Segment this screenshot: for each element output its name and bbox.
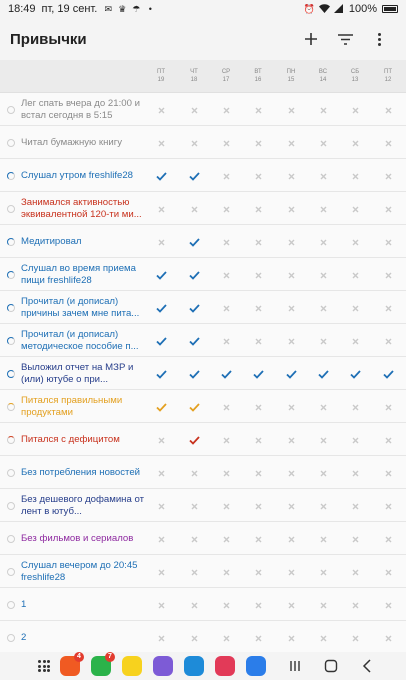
cross-icon[interactable] (242, 102, 274, 118)
back-icon (362, 659, 372, 673)
habit-row[interactable] (0, 291, 406, 324)
cross-icon[interactable] (275, 234, 307, 250)
voice-assistant-icon[interactable] (184, 656, 204, 676)
cross-icon[interactable] (210, 135, 242, 151)
cross-icon[interactable] (275, 102, 307, 118)
status-date: пт, 19 сент. (41, 3, 98, 15)
cross-icon[interactable] (210, 630, 242, 646)
cross-icon[interactable] (275, 201, 307, 217)
cross-icon[interactable] (339, 564, 371, 580)
habit-name-text: Без потребления новостей (21, 467, 141, 478)
check-icon[interactable] (178, 234, 210, 250)
cross-icon[interactable] (145, 432, 177, 448)
habit-name-text: Без дешевого дофамина от лент в ютуб... (21, 494, 144, 517)
recents-icon (289, 660, 301, 672)
habit-name[interactable] (21, 130, 145, 156)
cross-icon[interactable] (339, 597, 371, 613)
check-icon[interactable] (145, 168, 177, 184)
habit-name[interactable] (21, 526, 145, 552)
cross-icon[interactable] (339, 267, 371, 283)
cross-icon[interactable] (339, 333, 371, 349)
day-number: 14 (319, 77, 327, 83)
check-icon[interactable] (372, 366, 404, 382)
habit-name-text: Слушал вечером до 20:45 freshlife28 (21, 560, 138, 583)
cross-icon[interactable] (242, 201, 274, 217)
cross-icon[interactable] (210, 300, 242, 316)
plus-icon (304, 32, 318, 46)
cross-icon[interactable] (242, 597, 274, 613)
day-header (307, 68, 339, 84)
navigation-bar (0, 652, 406, 680)
habit-name-text: Прочитал (и дописал) причины зачем мне пита... (21, 296, 140, 319)
day-number: 18 (190, 77, 198, 83)
days-header (0, 60, 406, 93)
cross-icon[interactable] (210, 498, 242, 514)
habit-score-ring-icon (7, 634, 15, 642)
add-habit-button[interactable] (294, 22, 328, 56)
cross-icon[interactable] (178, 630, 210, 646)
habit-row[interactable] (0, 159, 406, 192)
cross-icon[interactable] (145, 234, 177, 250)
habit-row[interactable] (0, 324, 406, 357)
cross-icon[interactable] (275, 597, 307, 613)
cross-icon[interactable] (307, 102, 339, 118)
cross-icon[interactable] (275, 267, 307, 283)
home-icon (324, 659, 338, 673)
check-icon[interactable] (178, 300, 210, 316)
cross-icon[interactable] (178, 465, 210, 481)
cross-icon[interactable] (210, 267, 242, 283)
habit-name[interactable] (21, 163, 145, 189)
cross-icon[interactable] (210, 234, 242, 250)
cross-icon[interactable] (339, 300, 371, 316)
notification-badge: 7 (105, 652, 115, 662)
habit-name[interactable] (21, 328, 145, 354)
cross-icon[interactable] (242, 333, 274, 349)
cross-icon[interactable] (372, 564, 404, 580)
check-icon[interactable] (145, 399, 177, 415)
cross-icon[interactable] (307, 597, 339, 613)
filter-icon (338, 34, 353, 45)
cross-icon[interactable] (145, 630, 177, 646)
cross-icon[interactable] (372, 168, 404, 184)
phone-app-icon[interactable] (91, 653, 112, 676)
cross-icon[interactable] (210, 564, 242, 580)
habit-name-text: Питался правильными продуктами (21, 395, 123, 418)
cross-icon[interactable] (275, 531, 307, 547)
cross-icon[interactable] (145, 201, 177, 217)
more-vert-icon (378, 33, 381, 46)
cross-icon[interactable] (372, 630, 404, 646)
day-number: 13 (351, 77, 359, 83)
habit-row[interactable] (0, 588, 406, 621)
battery-percent: 100% (348, 3, 377, 15)
habit-name[interactable] (21, 196, 145, 222)
viber-app-icon[interactable] (153, 656, 173, 676)
habit-score-ring-icon (7, 370, 15, 378)
habit-name-text: Читал бумажную книгу (21, 137, 123, 148)
cross-icon[interactable] (242, 135, 274, 151)
cross-icon[interactable] (275, 630, 307, 646)
habit-name-text: Питался с дефицитом (21, 434, 120, 445)
habit-row[interactable] (0, 390, 406, 423)
habit-score-ring-icon (7, 238, 15, 246)
habit-name-text: Лег спать вчера до 21:00 и встал сегодня в 5:15 (21, 98, 140, 121)
habit-score-ring-icon (7, 601, 15, 609)
cross-icon[interactable] (307, 432, 339, 448)
day-header (145, 68, 177, 84)
back-button[interactable] (349, 654, 385, 678)
cross-icon[interactable] (210, 597, 242, 613)
cross-icon[interactable] (307, 498, 339, 514)
cross-icon[interactable] (210, 531, 242, 547)
crown-icon: ♛ (118, 4, 127, 14)
habit-row[interactable] (0, 258, 406, 291)
cross-icon[interactable] (145, 135, 177, 151)
habit-name[interactable] (21, 427, 145, 453)
cross-icon[interactable] (307, 333, 339, 349)
day-of-week: СБ (350, 69, 360, 75)
habit-name-text: 2 (21, 632, 27, 643)
cross-icon[interactable] (242, 432, 274, 448)
habit-score-ring-icon (7, 535, 15, 543)
habit-row[interactable] (0, 555, 406, 588)
habit-score-ring-icon (7, 172, 15, 180)
habit-name-text: Прочитал (и дописал) методическое пособие п... (21, 329, 139, 352)
day-of-week: ВТ (254, 69, 262, 75)
day-of-week: ВС (318, 69, 328, 75)
cross-icon[interactable] (339, 135, 371, 151)
cross-icon[interactable] (275, 300, 307, 316)
cross-icon[interactable] (242, 399, 274, 415)
cross-icon[interactable] (178, 564, 210, 580)
cross-icon[interactable] (307, 300, 339, 316)
cross-icon[interactable] (307, 564, 339, 580)
cross-icon[interactable] (242, 498, 274, 514)
cross-icon[interactable] (210, 399, 242, 415)
cross-icon[interactable] (275, 399, 307, 415)
cross-icon[interactable] (307, 399, 339, 415)
cross-icon[interactable] (242, 465, 274, 481)
check-icon[interactable] (339, 366, 371, 382)
habit-row[interactable] (0, 192, 406, 225)
cross-icon[interactable] (178, 201, 210, 217)
habit-score-ring-icon (7, 436, 15, 444)
cross-icon[interactable] (372, 201, 404, 217)
cross-icon[interactable] (210, 102, 242, 118)
habit-name[interactable] (21, 262, 145, 288)
home-button[interactable] (313, 654, 349, 678)
habit-score-ring-icon (7, 337, 15, 345)
day-number: 19 (157, 77, 165, 83)
cross-icon[interactable] (145, 102, 177, 118)
cross-icon[interactable] (275, 168, 307, 184)
app-bar (0, 18, 406, 60)
habit-score-ring-icon (7, 568, 15, 576)
habit-name[interactable] (21, 295, 145, 321)
habit-row[interactable] (0, 93, 406, 126)
cross-icon[interactable] (372, 135, 404, 151)
day-header (242, 68, 274, 84)
battery-icon (382, 5, 398, 13)
cross-icon[interactable] (275, 564, 307, 580)
check-icon[interactable] (178, 432, 210, 448)
habit-name-text: Занимался активностью эквивалентной 120-ти ми... (21, 197, 142, 220)
habit-name[interactable] (21, 460, 145, 486)
habit-score-ring-icon (7, 106, 15, 114)
cross-icon[interactable] (339, 630, 371, 646)
check-icon[interactable] (307, 366, 339, 382)
cross-icon[interactable] (275, 333, 307, 349)
cross-icon[interactable] (242, 267, 274, 283)
alarm-icon: ⏰ (303, 4, 316, 14)
check-icon[interactable] (145, 300, 177, 316)
habit-score-ring-icon (7, 403, 15, 411)
check-icon[interactable] (178, 168, 210, 184)
cross-icon[interactable] (372, 531, 404, 547)
habit-name-text: 1 (21, 599, 27, 610)
cross-icon[interactable] (372, 432, 404, 448)
cross-icon[interactable] (339, 102, 371, 118)
cross-icon[interactable] (307, 234, 339, 250)
habit-score-ring-icon (7, 205, 15, 213)
cross-icon[interactable] (372, 465, 404, 481)
cross-icon[interactable] (307, 135, 339, 151)
cross-icon[interactable] (275, 135, 307, 151)
habit-name-text: Без фильмов и сериалов (21, 533, 134, 544)
habit-row[interactable] (0, 126, 406, 159)
cross-icon[interactable] (242, 300, 274, 316)
cross-icon[interactable] (372, 399, 404, 415)
cross-icon[interactable] (307, 168, 339, 184)
cross-icon[interactable] (210, 168, 242, 184)
status-time: 18:49 (8, 3, 36, 15)
cross-icon[interactable] (307, 531, 339, 547)
cross-icon[interactable] (178, 135, 210, 151)
cross-icon[interactable] (372, 333, 404, 349)
habit-name[interactable] (21, 625, 145, 651)
habit-row[interactable] (0, 423, 406, 456)
page-title: Привычки (10, 30, 87, 48)
cross-icon[interactable] (145, 465, 177, 481)
cross-icon[interactable] (275, 465, 307, 481)
filter-button[interactable] (328, 22, 362, 56)
cross-icon[interactable] (372, 300, 404, 316)
status-right (304, 3, 398, 15)
signal-icon (334, 4, 344, 14)
check-icon[interactable] (178, 399, 210, 415)
day-of-week: ПН (286, 69, 296, 75)
cross-icon[interactable] (275, 498, 307, 514)
habit-row[interactable] (0, 456, 406, 489)
day-header (339, 68, 371, 84)
notification-badge: 4 (74, 652, 84, 662)
cross-icon[interactable] (178, 102, 210, 118)
game-app-icon[interactable] (60, 653, 81, 676)
cross-icon[interactable] (178, 531, 210, 547)
cross-icon[interactable] (145, 531, 177, 547)
day-header (372, 68, 404, 84)
messages-app-icon[interactable] (246, 656, 266, 676)
habit-row[interactable] (0, 621, 406, 652)
habit-score-ring-icon (7, 502, 15, 510)
habit-row[interactable] (0, 357, 406, 390)
cross-icon[interactable] (339, 465, 371, 481)
habit-name-text: Выложил отчет на МЗР и (или) ютубе о при... (21, 362, 134, 385)
cross-icon[interactable] (339, 432, 371, 448)
dot-icon: • (148, 4, 152, 14)
check-icon[interactable] (178, 333, 210, 349)
cross-icon[interactable] (307, 630, 339, 646)
cross-icon[interactable] (145, 564, 177, 580)
check-icon[interactable] (145, 333, 177, 349)
cross-icon[interactable] (372, 234, 404, 250)
cross-icon[interactable] (210, 432, 242, 448)
cross-icon[interactable] (145, 498, 177, 514)
day-number: 12 (384, 77, 392, 83)
habit-score-ring-icon (7, 469, 15, 477)
habit-name[interactable] (21, 229, 145, 255)
habit-name-text: Слушал во время приема пищи freshlife28 (21, 263, 136, 286)
day-header (275, 68, 307, 84)
habit-name[interactable] (21, 592, 145, 618)
mail-icon: ✉ (104, 4, 113, 14)
habit-score-ring-icon (7, 304, 15, 312)
check-icon[interactable] (178, 267, 210, 283)
check-icon[interactable] (178, 366, 210, 382)
cross-icon[interactable] (372, 498, 404, 514)
cross-icon[interactable] (242, 168, 274, 184)
habit-name-text: Слушал утром freshlife28 (21, 170, 134, 181)
habit-name[interactable] (21, 361, 145, 387)
cross-icon[interactable] (372, 102, 404, 118)
cross-icon[interactable] (307, 201, 339, 217)
day-number: 17 (222, 77, 230, 83)
cross-icon[interactable] (339, 201, 371, 217)
habits-list[interactable] (0, 60, 406, 652)
grid-apps-icon[interactable] (38, 660, 50, 672)
check-icon[interactable] (145, 366, 177, 382)
cross-icon[interactable] (307, 267, 339, 283)
habit-name[interactable] (21, 97, 145, 123)
day-number: 16 (254, 77, 262, 83)
cross-icon[interactable] (178, 498, 210, 514)
cross-icon[interactable] (339, 168, 371, 184)
cross-icon[interactable] (275, 432, 307, 448)
cross-icon[interactable] (145, 597, 177, 613)
habit-name[interactable] (21, 493, 145, 519)
app-bar-actions (294, 22, 396, 56)
cross-icon[interactable] (339, 399, 371, 415)
day-of-week: ЧТ (190, 69, 198, 75)
check-icon[interactable] (210, 366, 242, 382)
screen-recorder-icon[interactable] (215, 656, 235, 676)
habit-score-ring-icon (7, 271, 15, 279)
check-icon[interactable] (145, 267, 177, 283)
cross-icon[interactable] (210, 333, 242, 349)
habit-row[interactable] (0, 522, 406, 555)
cross-icon[interactable] (242, 234, 274, 250)
cross-icon[interactable] (210, 465, 242, 481)
day-header (178, 68, 210, 84)
cross-icon[interactable] (178, 597, 210, 613)
day-of-week: ПТ (384, 69, 392, 75)
cross-icon[interactable] (210, 201, 242, 217)
check-icon[interactable] (275, 366, 307, 382)
day-of-week: ПТ (157, 69, 165, 75)
notification-icons (103, 4, 155, 14)
wifi-icon (319, 4, 329, 14)
status-bar (0, 0, 406, 18)
habit-name[interactable] (21, 559, 145, 585)
more-menu-button[interactable] (362, 22, 396, 56)
cross-icon[interactable] (242, 531, 274, 547)
cross-icon[interactable] (242, 564, 274, 580)
habit-score-ring-icon (7, 139, 15, 147)
habit-name-text: Медитировал (21, 236, 82, 247)
cross-icon[interactable] (242, 630, 274, 646)
habit-name[interactable] (21, 394, 145, 420)
day-of-week: СР (221, 69, 231, 75)
habit-row[interactable] (0, 225, 406, 258)
recents-button[interactable] (277, 654, 313, 678)
day-header (210, 68, 242, 84)
cross-icon[interactable] (339, 234, 371, 250)
cross-icon[interactable] (372, 597, 404, 613)
cross-icon[interactable] (339, 498, 371, 514)
navigator-app-icon[interactable] (122, 656, 142, 676)
check-icon[interactable] (242, 366, 274, 382)
habit-row[interactable] (0, 489, 406, 522)
day-number: 15 (287, 77, 295, 83)
umbrella-icon: ☂ (132, 4, 141, 14)
cross-icon[interactable] (339, 531, 371, 547)
cross-icon[interactable] (307, 465, 339, 481)
cross-icon[interactable] (372, 267, 404, 283)
